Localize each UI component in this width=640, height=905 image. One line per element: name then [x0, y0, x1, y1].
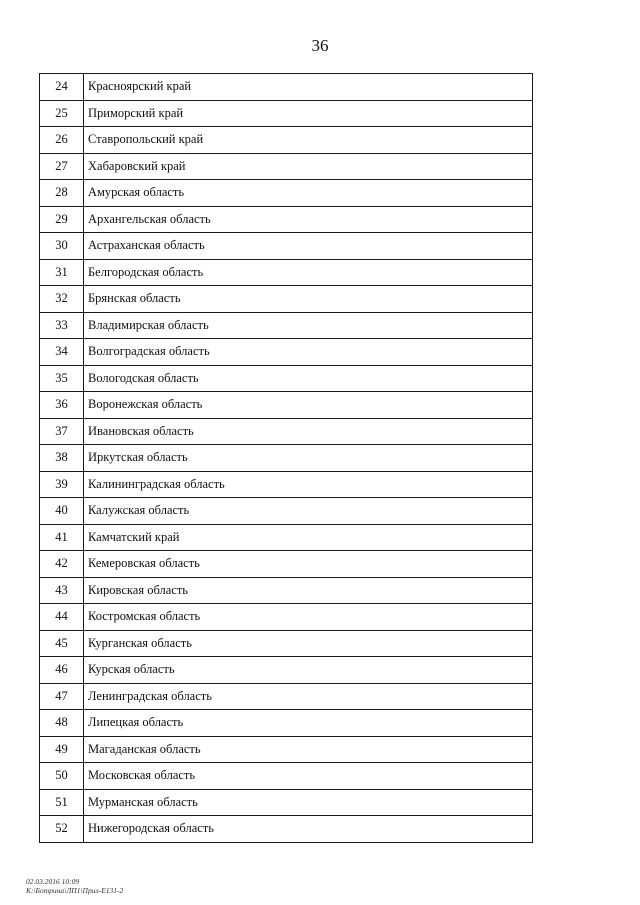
region-name-cell: Курганская область — [84, 630, 533, 657]
row-number-cell: 39 — [40, 471, 84, 498]
row-number-cell: 45 — [40, 630, 84, 657]
region-name-cell: Ивановская область — [84, 418, 533, 445]
row-number-cell: 31 — [40, 259, 84, 286]
row-number-cell: 44 — [40, 604, 84, 631]
table-row — [40, 763, 533, 790]
row-number-cell: 49 — [40, 736, 84, 763]
region-name-cell: Курская область — [84, 657, 533, 684]
region-name-cell: Брянская область — [84, 286, 533, 313]
row-number-cell: 34 — [40, 339, 84, 366]
row-number-cell: 24 — [40, 74, 84, 101]
row-number-cell: 51 — [40, 789, 84, 816]
row-number-cell: 25 — [40, 100, 84, 127]
table-row — [40, 392, 533, 419]
table-row — [40, 816, 533, 843]
region-name-cell: Мурманская область — [84, 789, 533, 816]
region-name-cell: Ставропольский край — [84, 127, 533, 154]
row-number-cell: 28 — [40, 180, 84, 207]
table-row — [40, 789, 533, 816]
row-number-cell: 33 — [40, 312, 84, 339]
table-row — [40, 74, 533, 101]
table-row — [40, 498, 533, 525]
row-number-cell: 35 — [40, 365, 84, 392]
row-number-cell: 26 — [40, 127, 84, 154]
region-name-cell: Астраханская область — [84, 233, 533, 260]
region-name-cell: Кемеровская область — [84, 551, 533, 578]
table-row — [40, 100, 533, 127]
region-name-cell: Белгородская область — [84, 259, 533, 286]
table-row — [40, 630, 533, 657]
table-row — [40, 551, 533, 578]
row-number-cell: 27 — [40, 153, 84, 180]
table-row — [40, 604, 533, 631]
table-row — [40, 127, 533, 154]
table-row — [40, 710, 533, 737]
table-row — [40, 339, 533, 366]
table-row — [40, 418, 533, 445]
page-number: 36 — [311, 36, 329, 55]
row-number-cell: 37 — [40, 418, 84, 445]
region-name-cell: Калужская область — [84, 498, 533, 525]
region-name-cell: Магаданская область — [84, 736, 533, 763]
table-row — [40, 657, 533, 684]
table-row — [40, 180, 533, 207]
regions-table-body — [40, 74, 533, 843]
table-row — [40, 577, 533, 604]
region-name-cell: Амурская область — [84, 180, 533, 207]
region-name-cell: Московская область — [84, 763, 533, 790]
row-number-cell: 29 — [40, 206, 84, 233]
table-row — [40, 445, 533, 472]
region-name-cell: Иркутская область — [84, 445, 533, 472]
region-name-cell: Костромская область — [84, 604, 533, 631]
row-number-cell: 42 — [40, 551, 84, 578]
row-number-cell: 40 — [40, 498, 84, 525]
row-number-cell: 30 — [40, 233, 84, 260]
region-name-cell: Липецкая область — [84, 710, 533, 737]
region-name-cell: Камчатский край — [84, 524, 533, 551]
region-name-cell: Вологодская область — [84, 365, 533, 392]
row-number-cell: 52 — [40, 816, 84, 843]
row-number-cell: 32 — [40, 286, 84, 313]
table-row — [40, 365, 533, 392]
row-number-cell: 36 — [40, 392, 84, 419]
region-name-cell: Ленинградская область — [84, 683, 533, 710]
region-name-cell: Калининградская область — [84, 471, 533, 498]
region-name-cell: Нижегородская область — [84, 816, 533, 843]
row-number-cell: 41 — [40, 524, 84, 551]
table-row — [40, 206, 533, 233]
region-name-cell: Владимирская область — [84, 312, 533, 339]
region-name-cell: Красноярский край — [84, 74, 533, 101]
table-row — [40, 233, 533, 260]
table-row — [40, 286, 533, 313]
row-number-cell: 46 — [40, 657, 84, 684]
region-name-cell: Кировская область — [84, 577, 533, 604]
table-row — [40, 524, 533, 551]
region-name-cell: Хабаровский край — [84, 153, 533, 180]
row-number-cell: 38 — [40, 445, 84, 472]
table-row — [40, 259, 533, 286]
regions-table — [39, 73, 533, 843]
row-number-cell: 50 — [40, 763, 84, 790]
document-footer — [26, 877, 123, 895]
row-number-cell: 48 — [40, 710, 84, 737]
table-row — [40, 736, 533, 763]
table-row — [40, 471, 533, 498]
footer-file-path: К:\Ботрина\ЛП1\Прил-Е131-2 — [26, 886, 124, 895]
table-row — [40, 683, 533, 710]
table-row — [40, 312, 533, 339]
region-name-cell: Воронежская область — [84, 392, 533, 419]
region-name-cell: Архангельская область — [84, 206, 533, 233]
row-number-cell: 43 — [40, 577, 84, 604]
footer-timestamp: 02.03.2016 10:09 — [26, 877, 80, 886]
table-row — [40, 153, 533, 180]
row-number-cell: 47 — [40, 683, 84, 710]
region-name-cell: Приморский край — [84, 100, 533, 127]
region-name-cell: Волгоградская область — [84, 339, 533, 366]
